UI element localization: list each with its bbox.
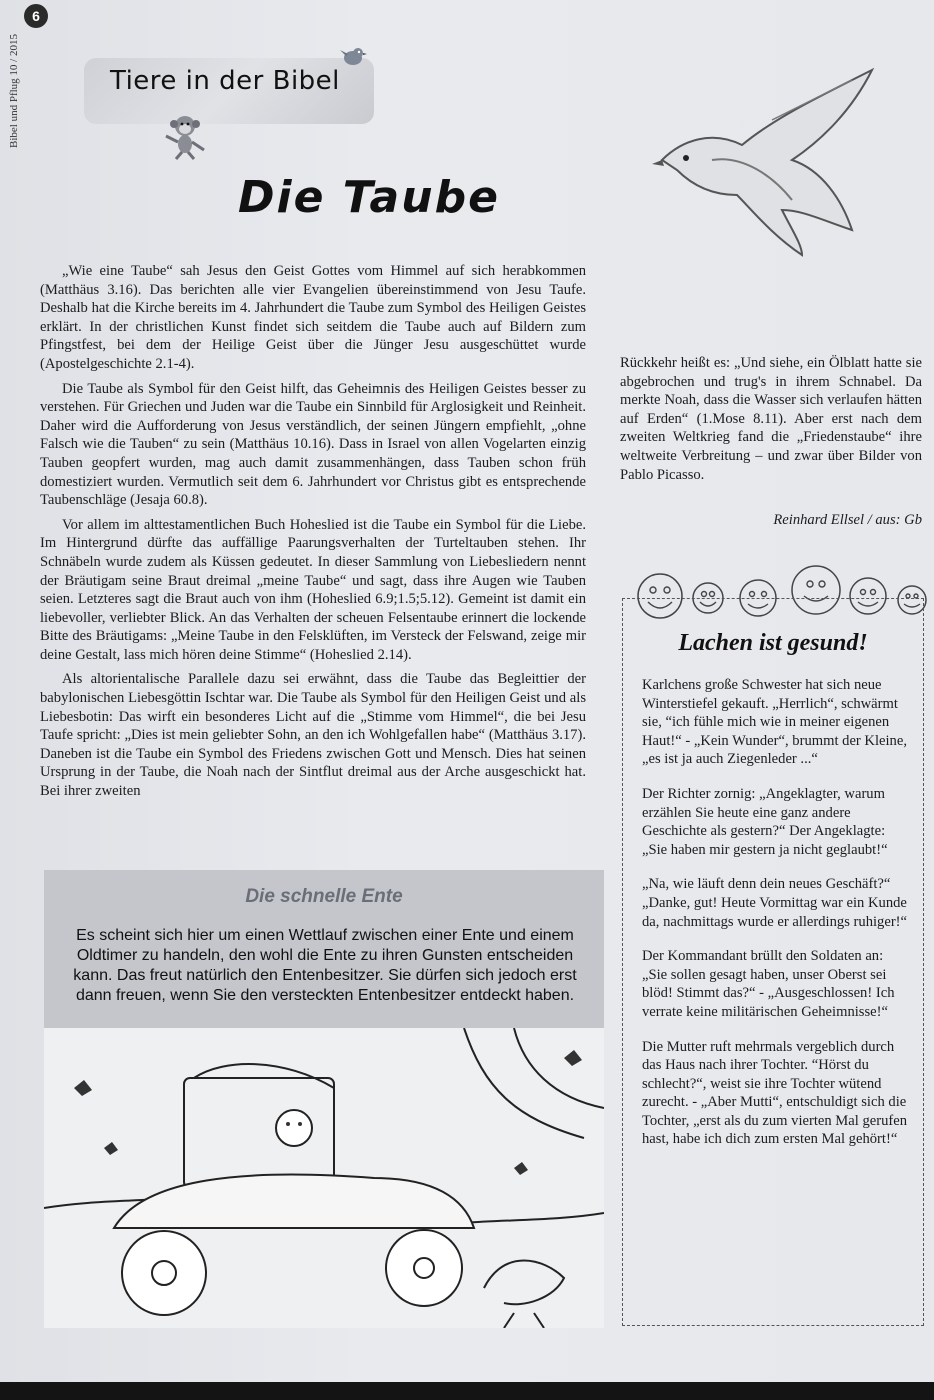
cartoon-car-illustration: [44, 1028, 604, 1328]
article-body: [40, 262, 586, 807]
jokes-title: Lachen ist gesund!: [678, 630, 868, 656]
bottom-edge: [0, 1382, 934, 1400]
joke-item: Der Kommandant brüllt den Soldaten an: „Sie sollen gesagt haben, unser Oberst sei blöd! Stimmt das?“ - „Ausgeschlossen! Ich verrate keine militärischen Geheimnisse!“: [642, 948, 895, 1020]
joke-item: „Na, wie läuft denn dein neues Geschäft?“ „Danke, gut! Heute Vormittag war ein Kunde da, nachmittags wurde er allerdings ruhiger!“: [642, 876, 908, 930]
continuation-paragraph: Rückkehr heißt es: „Und siehe, ein Ölblatt hatte sie abgebrochen und trug's in ihrem Schnabel. Da merkte Noah, dass die Wasser sich verlaufen hätten auf Erden“ (1.Mose 8.11). Aber erst nach dem zweiten Weltkrieg fand die „Friedenstaube“ ihre weltweite Verbreitung – und zwar über Bilder von Pablo Picasso.: [620, 355, 922, 483]
puzzle-title: Die schnelle Ente: [245, 886, 403, 907]
section-title: Tiere in der Bibel: [110, 66, 340, 96]
article-paragraph: „Wie eine Taube“ sah Jesus den Geist Gottes vom Himmel auf sich herabkommen (Matthäus 3.16). Das berichten alle vier Evangelien übereinstimmend von Jesu Taufe. Deshalb hat die Kirche bereits im 4. Jahrhundert die Taube zum Symbol des Heiligen Geistes erklärt. In der christlichen Kunst findet sich seitdem die Taube auch auf Bildern zum Pfingstfest, bei dem der Heilige Geist über die Jünger Jesu ausgeschüttet wurde (Apostelgeschichte 2.1-4).: [40, 263, 586, 372]
dove-icon: [652, 60, 882, 260]
side-label: Bibel und Pflug 10 / 2015: [8, 34, 20, 148]
article-paragraph: Die Taube als Symbol für den Geist hilft, das Geheimnis des Heiligen Geistes besser zu verstehen. Für Griechen und Juden war die Taube ein Sinnbild für Arglosigkeit und Reinheit. Daher wird die Aufforderung von Jesus verständlich, der seinen Jüngern empfiehlt, „ohne Falsch wie die Tauben“ zu sein (Matthäus 10.16). Dass in Israel von allen Vogelarten einzig Tauben geopfert wurden, mag auch damit zusammenhängen, dass Tauben schon früh domestiziert wurden. Vermutlich seit dem 6. Jahrhundert vor Christus gibt es entsprechende Taubenschläge (Jesaja 60.8).: [40, 380, 586, 509]
article-author: Reinhard Ellsel / aus: Gb: [773, 512, 922, 528]
joke-item: Die Mutter ruft mehrmals vergeblich durch das Haus nach ihrer Tochter. “Hörst du schlecht?“, weist sie ihre Tochter wütend zurecht. - „Aber Mutti“, entschuldigt sich die Tochter, „erst als du zum vierten Mal gerufen hast, habe ich dich zum ersten Mal gehört!“: [642, 1038, 908, 1148]
small-bird-icon: [338, 44, 368, 68]
joke-item: Karlchens große Schwester hat sich neue Winterstiefel gekauft. „Herrlich“, schwärmt sie, “ich fühle mich wie in meiner eigenen Haut!“ - „Kein Wunder“, brummt der Kleine, „es ist ja auch Ziegenleder ...“: [642, 677, 907, 768]
joke-item: Der Richter zornig: „Angeklagter, warum erzählen Sie heute eine ganz andere Geschichte als gestern?“ Der Angeklagte: „Sie haben mir gestern ja nicht geglaubt!“: [642, 785, 888, 858]
article-paragraph: Vor allem im alttestamentlichen Buch Hoheslied ist die Taube ein Symbol für die Liebe. Im Hintergrund dürfte das auffällige Paarungsverhalten der Turteltauben stehen. Ihr Schnäbeln wurde zudem als Küssen gedeutet. In dieser Sammlung von Liebesliedern nennt der Bräutigam seine Braut dreimal „meine Taube“ und sagt, dass ihre Augen wie Tauben seien. Letzteres sagt die Braut auch von ihm (Hoheslied 6.9;1.5;5.12). Gemeint ist damit ein liebevoller, verliebter Blick. An das Verhalten der scheuen Felsentaube erinnert die lockende Bitte des Bräutigams: „Meine Taube in den Felsklüften, im Versteck der Felswand, zeige mir deine Gestalt, lass mich hören deine Stimme“ (Hoheslied 2.14).: [40, 516, 586, 663]
monkey-icon: [160, 112, 210, 160]
article-title: Die Taube: [238, 172, 500, 223]
jokes-list: [642, 676, 908, 1165]
puzzle-text: Es scheint sich hier um einen Wettlauf zwischen einer Ente und einem Oldtimer zu handeln, den wohl die Ente zu ihren Gunsten entscheiden kann. Das freut natürlich den Entenbesitzer. Sie dürfen sich jedoch erst dann freuen, wenn Sie den versteckten Entenbesitzer entdeckt haben.: [73, 927, 577, 1004]
article-paragraph: Als altorientalische Parallele dazu sei erwähnt, dass die Taube das Begleittier der babylonischen Liebesgöttin Ischtar war. Die Taube als Symbol für den Heiligen Geist und als Liebesbotin: Das wirft ein besonderes Licht auf die „Stimme vom Himmel“, die bei Jesu Taufe spricht: „Dies ist mein geliebter Sohn, an den ich Wohlgefallen habe“ (Matthäus 3.17). Daneben ist die Taube ein Symbol des Friedens zwischen Gott und Mensch. Dies hat seinen Ursprung in der Taube, die Noah nach der Sintflut dreimal aus der Arche ausgeschickt hat. Bei ihrer zweiten: [40, 671, 586, 800]
page-number: 6: [24, 4, 48, 28]
article-continuation: [620, 354, 922, 484]
